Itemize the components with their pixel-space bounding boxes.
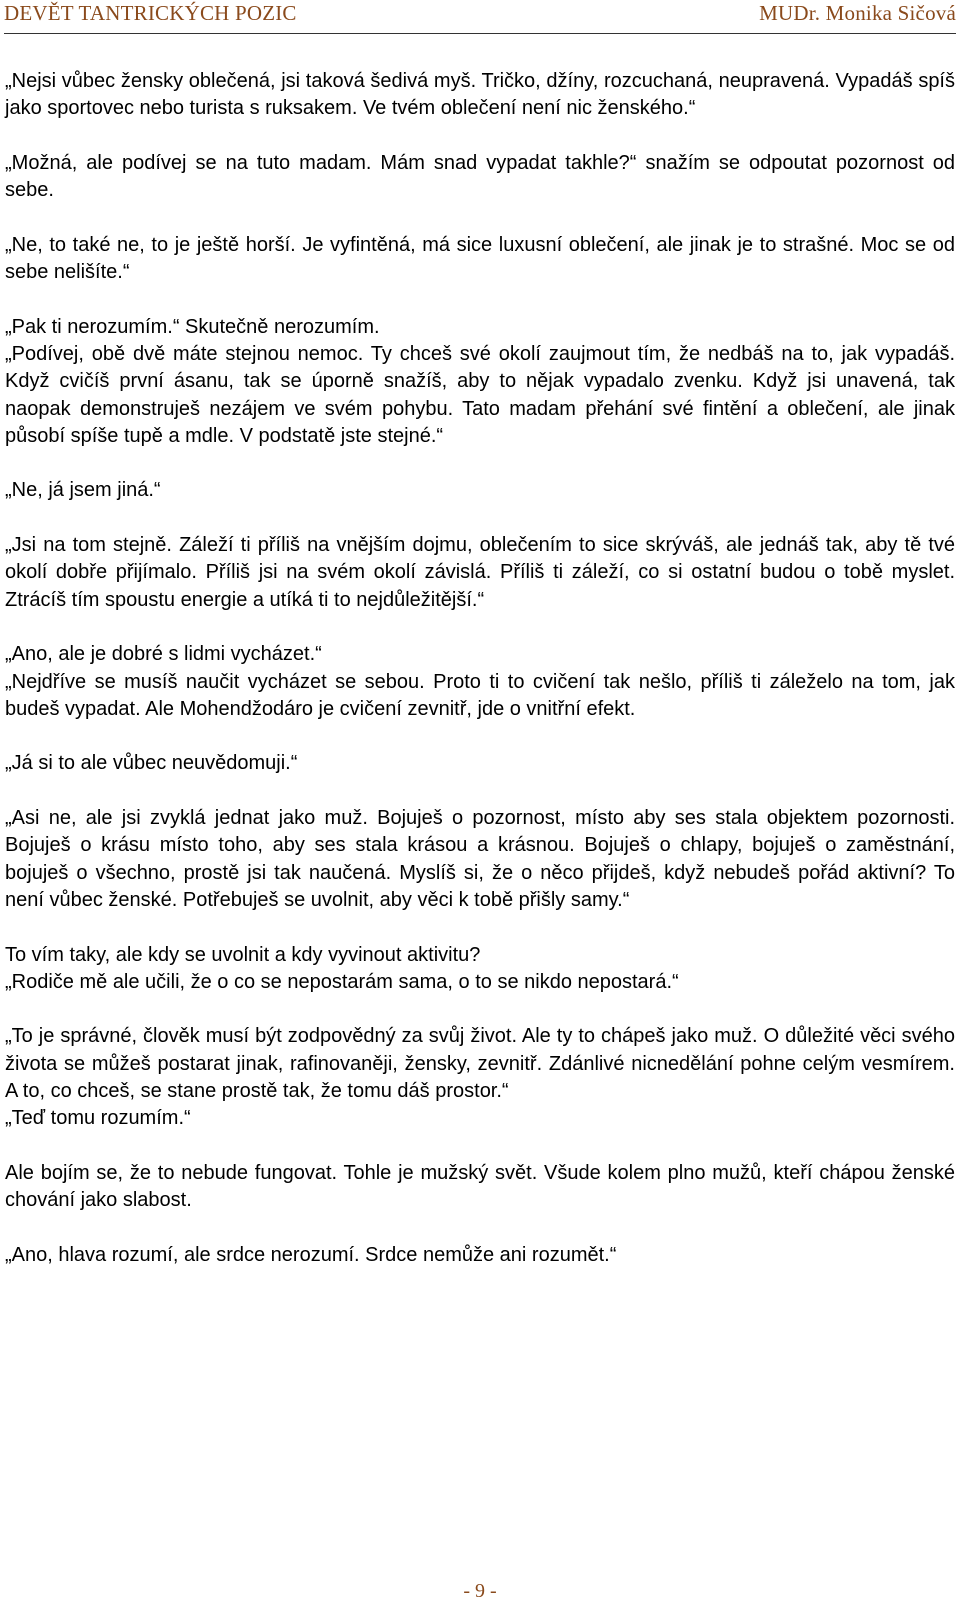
paragraph: „Podívej, obě dvě máte stejnou nemoc. Ty chceš své okolí zaujmout tím, že nedbáš na to, jak vypadáš. Když cvičíš první ásanu, tak se úporně snažíš, aby to nějak vypadalo zvenku. Když jsi unavená, tak naopak demonstruješ nezájem ve svém pohybu. Tato madam přehání své fintění a oblečení, ale jinak působí spíše tupě a mdle. V podstatě jste stejné.“ <box>5 342 955 447</box>
paragraph: „Nejsi vůbec žensky oblečená, jsi taková šedivá myš. Tričko, džíny, rozcuchaná, neupravená. Vypadáš spíš jako sportovec nebo turista s ruksakem. Ve tvém oblečení není nic ženského.“ <box>5 70 955 120</box>
paragraph: Ale bojím se, že to nebude fungovat. Tohle je mužský svět. Všude kolem plno mužů, kteří chápou ženské chování jako slabost. <box>5 1161 955 1212</box>
paragraph: „Já si to ale vůbec neuvědomuji.“ <box>5 752 298 775</box>
paragraph-gap <box>5 723 955 750</box>
author-name: MUDr. Monika Sičová <box>759 1 956 25</box>
paragraph: „To je správné, člověk musí být zodpovědný za svůj život. Ale ty to chápeš jako muž. O důležité věci svého života se můžeš postarat jinak, rafinovaněji, žensky, zevnitř. Zdánlivé nicnedělání pohne celým vesmírem. A to, co chceš, se stane prostě tak, že tomu dáš prostor.“ <box>5 1025 955 1102</box>
paragraph: „Nejdříve se musíš naučit vycházet se sebou. Proto ti to cvičení tak nešlo, příliš ti záleželo na tom, jak budeš vypadat. Ale Mohendžodáro je cvičení zevnitř, jde o vnitřní efekt. <box>5 670 955 720</box>
paragraph-gap <box>5 1133 955 1160</box>
paragraph: „Teď tomu rozumím.“ <box>5 1107 191 1130</box>
header-rule <box>4 33 956 34</box>
paragraph: To vím taky, ale kdy se uvolnit a kdy vyvinout aktivitu? <box>5 943 481 966</box>
page-number: - 9 - <box>463 1580 497 1602</box>
book-title: DEVĚT TANTRICKÝCH POZIC <box>4 1 297 25</box>
paragraph: „Jsi na tom stejně. Záleží ti příliš na vnějším dojmu, oblečením to sice skrýváš, ale jednáš tak, aby tě tvé okolí dobře přijímalo. Příliš jsi na svém okolí závislá. Příliš ti záleží, co si ostatní budou o tobě myslet. Ztrácíš tím spoustu energie a utíká ti to nejdůležitější.“ <box>5 534 955 611</box>
paragraph: „Ne, to také ne, to je ještě horší. Je vyfintěná, má sice luxusní oblečení, ale jinak je to strašné. Moc se od sebe nelišíte.“ <box>5 233 955 284</box>
paragraph: „Asi ne, ale jsi zvyklá jednat jako muž. Bojuješ o pozornost, místo aby ses stala objektem pozornosti. Bojuješ o krásu místo toho, aby ses stala krásou a krásnou. Bojuješ o chlapy, bojuješ o zaměstnání, bojuješ o všechno, prostě jsi tak naučená. Myslíš si, že o něco přijdeš, když nebudeš pořád aktivní? To není vůbec ženské. Potřebuješ se uvolnit, aby věci k tobě přišly samy.“ <box>5 807 955 911</box>
paragraph: „Ne, já jsem jiná.“ <box>5 479 161 502</box>
page-header <box>4 0 956 30</box>
paragraph: „Ano, ale je dobré s lidmi vycházet.“ <box>5 643 322 666</box>
paragraph-gap <box>5 286 955 313</box>
paragraph-gap <box>5 1214 955 1241</box>
paragraph-gap <box>5 914 955 941</box>
paragraph-gap <box>5 778 955 805</box>
paragraph-gap <box>5 204 955 231</box>
paragraph-gap <box>5 614 955 641</box>
paragraph-gap <box>5 996 955 1023</box>
paragraph: „Pak ti nerozumím.“ Skutečně nerozumím. <box>5 315 380 338</box>
paragraph-gap <box>5 505 955 532</box>
paragraph: „Rodiče mě ale učili, že o co se nepostarám sama, o to se nikdo nepostará.“ <box>5 970 679 993</box>
paragraph: „Možná, ale podívej se na tuto madam. Mám snad vypadat takhle?“ snažím se odpoutat pozornost od sebe. <box>5 151 955 202</box>
paragraph-gap <box>5 123 955 150</box>
paragraph: „Ano, hlava rozumí, ale srdce nerozumí. Srdce nemůže ani rozumět.“ <box>5 1243 617 1266</box>
page-body <box>5 68 955 1269</box>
paragraph-gap <box>5 450 955 477</box>
